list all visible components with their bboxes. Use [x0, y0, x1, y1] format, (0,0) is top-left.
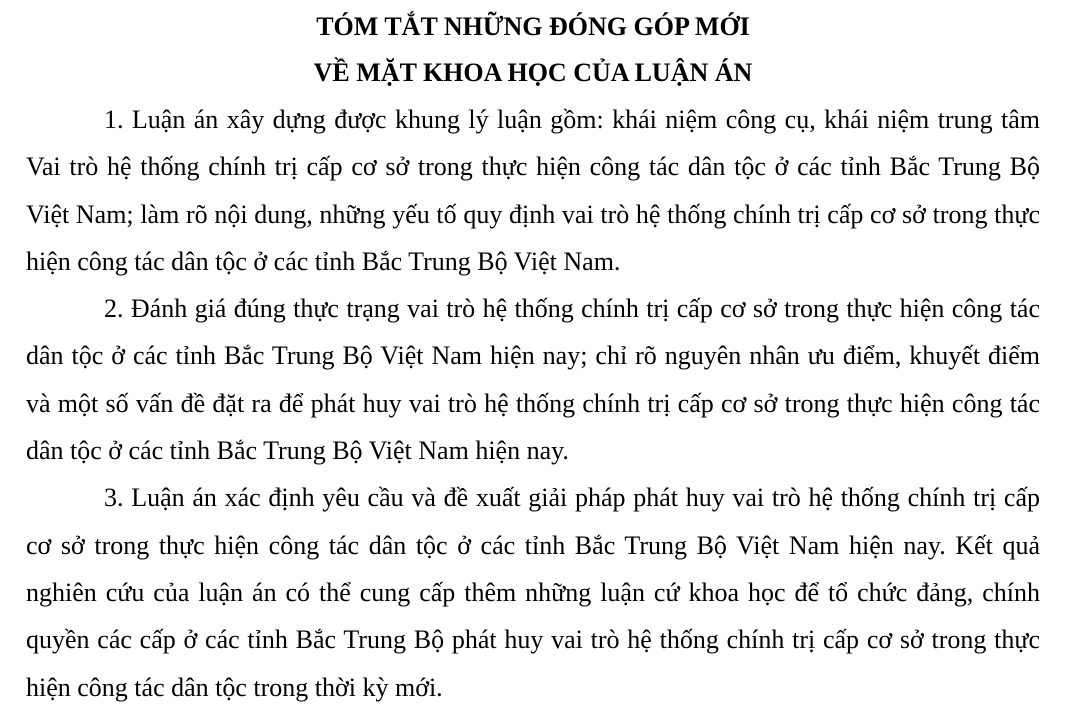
document-title-line-2: VỀ MẶT KHOA HỌC CỦA LUẬN ÁN [313, 58, 753, 87]
paragraph-1: 1. Luận án xây dựng được khung lý luận gồm: khái niệm công cụ, khái niệm trung tâm Vai trò hệ thống chính trị cấp cơ sở trong thực hiện công tác dân tộc ở các tỉnh Bắc Trung Bộ Việt Nam; làm rõ nội dung, những yếu tố quy định vai trò hệ thống chính trị cấp cơ sở trong thực hiện công tác dân tộc ở các tỉnh Bắc Trung Bộ Việt Nam. [26, 105, 1040, 276]
paragraph-2: 2. Đánh giá đúng thực trạng vai trò hệ thống chính trị cấp cơ sở trong thực hiện công tác dân tộc ở các tỉnh Bắc Trung Bộ Việt Nam hiện nay; chỉ rõ nguyên nhân ưu điểm, khuyết điểm và một số vấn đề đặt ra để phát huy vai trò hệ thống chính trị cấp cơ sở trong thực hiện công tác dân tộc ở các tỉnh Bắc Trung Bộ Việt Nam hiện nay. [26, 294, 1040, 466]
document-title-line-1: TÓM TẮT NHỮNG ĐÓNG GÓP MỚI [316, 12, 750, 41]
document-page [26, 4, 1040, 711]
paragraph-3: 3. Luận án xác định yêu cầu và đề xuất giải pháp phát huy vai trò hệ thống chính trị cấp cơ sở trong thực hiện công tác dân tộc ở các tỉnh Bắc Trung Bộ Việt Nam hiện nay. Kết quả nghiên cứu của luận án có thể cung cấp thêm những luận cứ khoa học để tổ chức đảng, chính quyền các cấp ở các tỉnh Bắc Trung Bộ phát huy vai trò hệ thống chính trị cấp cơ sở trong thực hiện công tác dân tộc trong thời kỳ mới. [26, 483, 1040, 702]
